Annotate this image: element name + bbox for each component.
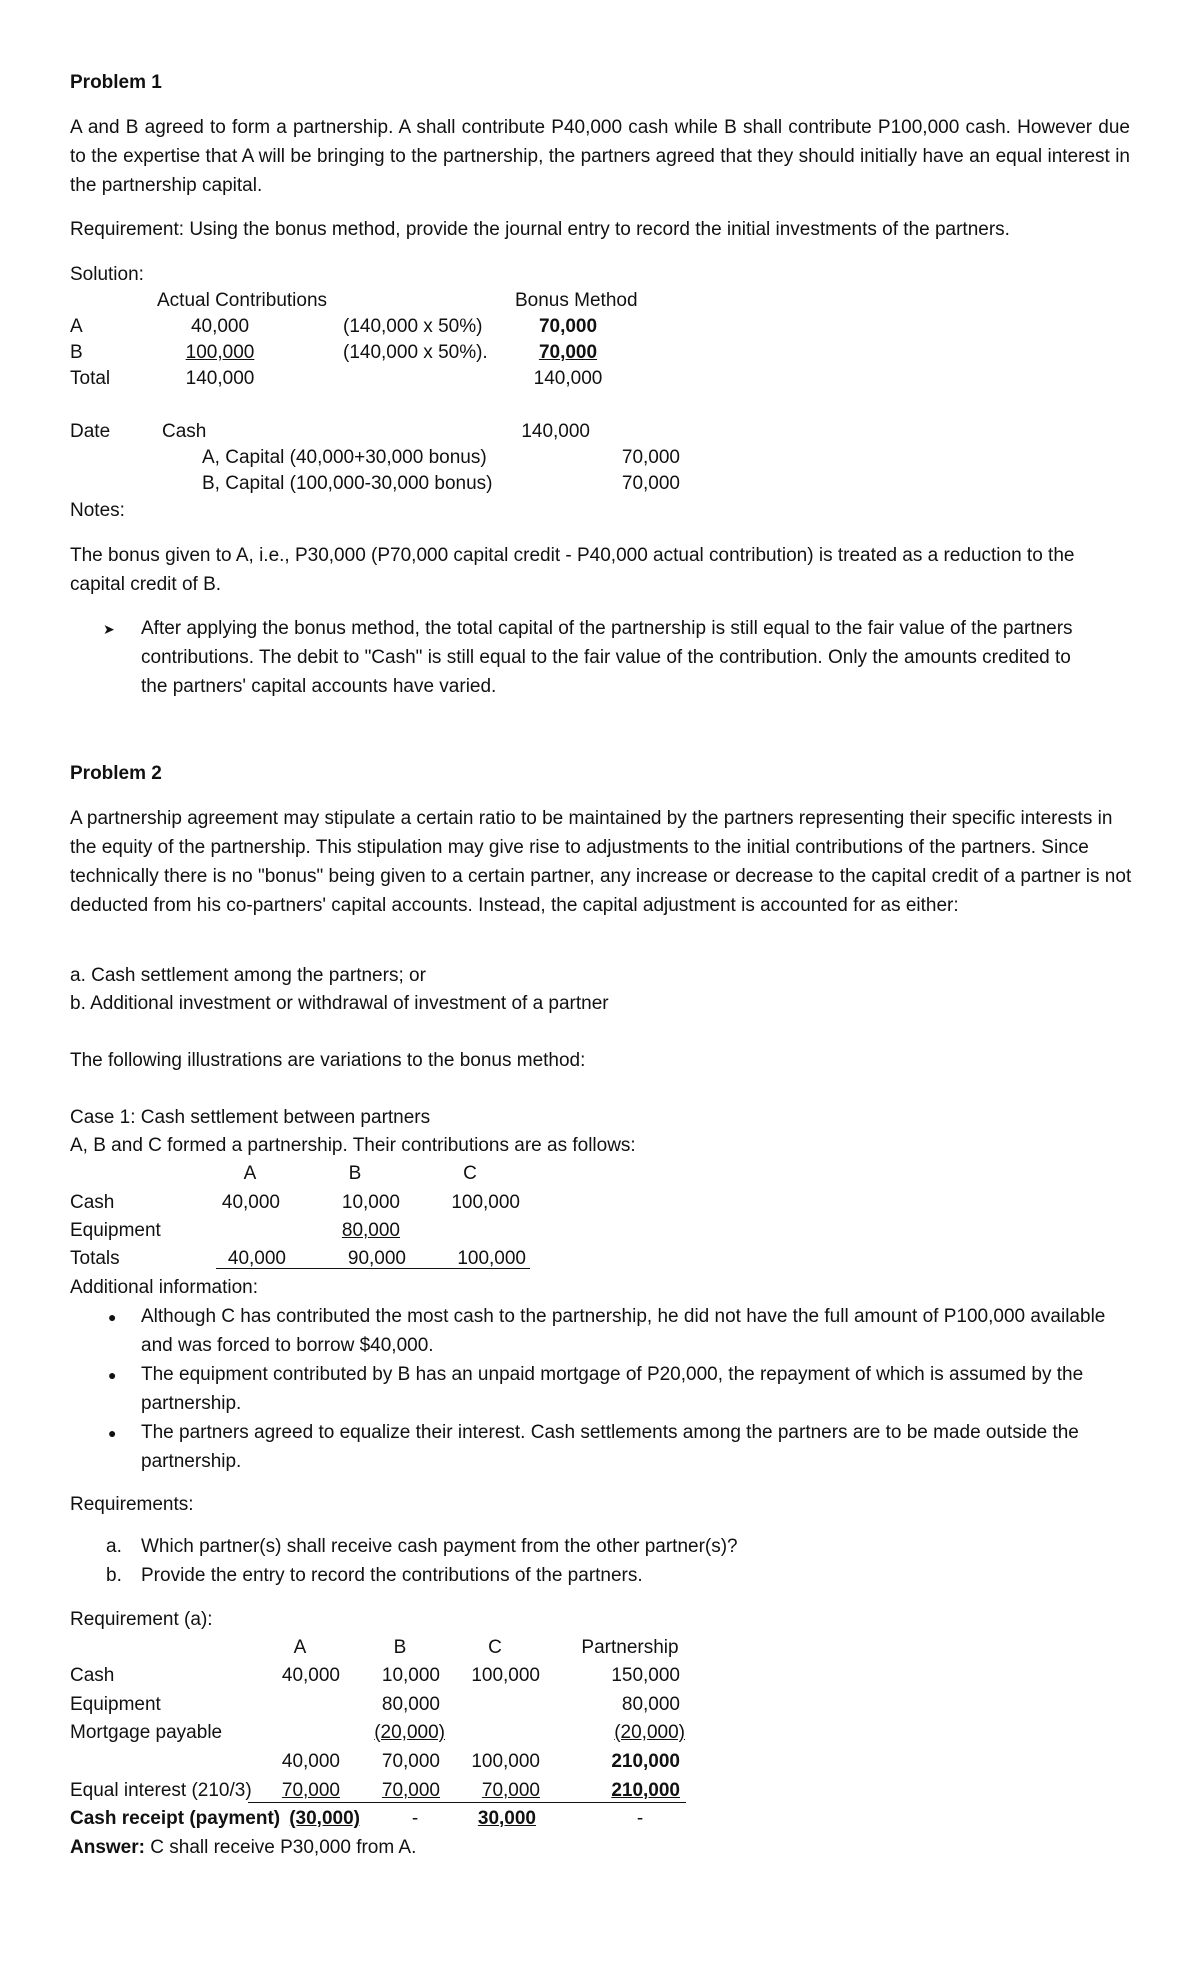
variations-intro: The following illustrations are variations to the bonus method: <box>70 1050 586 1071</box>
bonus-a: 70,000 <box>538 316 598 337</box>
requirement-b-text: Provide the entry to record the contributions of the partners. <box>141 1565 643 1586</box>
additional-item-3: The partners agreed to equalize their interest. Cash settlements among the partners are to be made outside the partnership. <box>141 1422 1079 1472</box>
additional-info-label: Additional information: <box>70 1277 258 1298</box>
additional-item-1: Although C has contributed the most cash to the partnership, he did not have the full amount of P100,000 available and was forced to borrow $40,000. <box>141 1306 1106 1356</box>
option-a: a. Cash settlement among the partners; or <box>70 965 426 986</box>
req-mortgage-b: (20,000) <box>374 1722 445 1743</box>
contrib-row-equipment-label: Equipment <box>70 1220 161 1241</box>
actual-b: 100,000 <box>185 342 255 363</box>
req-row-equipment-label: Equipment <box>70 1694 161 1715</box>
req-receipt-p: - <box>636 1808 644 1829</box>
req-cash-c: 100,000 <box>471 1665 540 1686</box>
contrib-row-totals-label: Totals <box>70 1248 120 1269</box>
req-subtotal-p: 210,000 <box>611 1751 680 1772</box>
journal-credit-b-account: B, Capital (100,000-30,000 bonus) <box>202 473 493 494</box>
contrib-totals-a: 40,000 <box>227 1248 286 1269</box>
req-subtotal-c: 100,000 <box>471 1751 540 1772</box>
calc-b: (140,000 x 50%). <box>343 342 488 363</box>
req-header-partnership: Partnership <box>581 1637 679 1658</box>
row-label-a: A <box>70 316 83 337</box>
req-header-c: C <box>488 1637 502 1658</box>
req-receipt-b: - <box>411 1808 419 1829</box>
requirement-b-letter: b. <box>106 1565 122 1586</box>
bonus-total: 140,000 <box>533 368 603 389</box>
problem-2-intro: A partnership agreement may stipulate a certain ratio to be maintained by the partners representing their specific interests in the equity of the partnership. This stipulation may give rise to adjustments to the initial contributions of the partners. Since technically there is no "bonus" being given to a certain partner, any increase or decrease to the capital credit of a partner is not deducted from his co-partners' capital accounts. Instead, the capital adjustment is accounted for as either: <box>70 808 1132 916</box>
option-b: b. Additional investment or withdrawal of investment of a partner <box>70 993 609 1014</box>
req-receipt-c: 30,000 <box>477 1808 536 1829</box>
journal-date-label: Date <box>70 421 111 442</box>
requirement-a-text: Which partner(s) shall receive cash payment from the other partner(s)? <box>141 1536 738 1557</box>
answer-line <box>70 1834 416 1862</box>
contrib-totals-rule <box>216 1268 530 1269</box>
contrib-header-c: C <box>463 1163 477 1184</box>
req-subtotal-a: 40,000 <box>281 1751 340 1772</box>
requirement-a-label: Requirement (a): <box>70 1609 213 1630</box>
row-label-total: Total <box>70 368 111 389</box>
contrib-cash-c: 100,000 <box>451 1192 520 1213</box>
req-header-a: A <box>293 1637 307 1658</box>
notes-label: Notes: <box>70 500 125 521</box>
contrib-row-cash-label: Cash <box>70 1192 115 1213</box>
bullet-dot-icon: ● <box>108 1367 117 1383</box>
problem-1-requirement: Requirement: Using the bonus method, provide the journal entry to record the initial investments of the partners. <box>70 219 1010 240</box>
req-equipment-b: 80,000 <box>381 1694 440 1715</box>
actual-total: 140,000 <box>185 368 255 389</box>
req-cash-p: 150,000 <box>611 1665 680 1686</box>
contrib-header-b: B <box>348 1163 362 1184</box>
req-equal-a: 70,000 <box>281 1780 340 1801</box>
contrib-cash-b: 10,000 <box>341 1192 400 1213</box>
req-row-cash-receipt-label: Cash receipt (payment) <box>70 1808 281 1829</box>
col-actual-contributions: Actual Contributions <box>157 290 328 311</box>
notes-text: The bonus given to A, i.e., P30,000 (P70,000 capital credit - P40,000 actual contribution) is treated as a reduction to the capital credit of B. <box>70 545 1075 595</box>
journal-credit-a-amount: 70,000 <box>621 447 680 468</box>
col-bonus-method: Bonus Method <box>515 290 638 311</box>
req-subtotal-b: 70,000 <box>381 1751 440 1772</box>
problem-1-heading: Problem 1 <box>70 72 162 93</box>
bullet-dot-icon: ● <box>108 1309 117 1325</box>
req-mortgage-p: (20,000) <box>614 1722 685 1743</box>
equal-interest-rule <box>248 1802 686 1803</box>
journal-debit-account: Cash <box>162 421 207 442</box>
req-equal-p: 210,000 <box>611 1780 680 1801</box>
journal-debit-amount: 140,000 <box>521 421 590 442</box>
notes-bullet-text: After applying the bonus method, the total capital of the partnership is still equal to the fair value of the partners contributions. The debit to "Cash" is still equal to the fair value of the contribution. Only the amounts credited to the partners' capital accounts have varied. <box>141 618 1073 697</box>
journal-credit-a-account: A, Capital (40,000+30,000 bonus) <box>202 447 487 468</box>
bonus-b: 70,000 <box>538 342 598 363</box>
req-receipt-a: (30,000) <box>289 1808 360 1829</box>
req-equipment-p: 80,000 <box>621 1694 680 1715</box>
actual-a: 40,000 <box>190 316 250 337</box>
arrow-bullet-icon: ➤ <box>103 621 115 637</box>
journal-credit-b-amount: 70,000 <box>621 473 680 494</box>
calc-a: (140,000 x 50%) <box>343 316 483 337</box>
bullet-dot-icon: ● <box>108 1425 117 1441</box>
req-row-cash-label: Cash <box>70 1665 115 1686</box>
solution-label: Solution: <box>70 264 144 285</box>
req-cash-a: 40,000 <box>281 1665 340 1686</box>
problem-2-heading: Problem 2 <box>70 763 162 784</box>
contrib-header-a: A <box>243 1163 257 1184</box>
requirement-a-letter: a. <box>106 1536 122 1557</box>
case-1-intro: A, B and C formed a partnership. Their contributions are as follows: <box>70 1135 636 1156</box>
additional-item-2: The equipment contributed by B has an unpaid mortgage of P20,000, the repayment of which is assumed by the partnership. <box>141 1364 1084 1414</box>
contrib-totals-b: 90,000 <box>347 1248 406 1269</box>
req-row-equal-interest-label: Equal interest (210/3) <box>70 1780 252 1801</box>
req-cash-b: 10,000 <box>381 1665 440 1686</box>
req-equal-c: 70,000 <box>481 1780 540 1801</box>
contrib-totals-c: 100,000 <box>457 1248 526 1269</box>
problem-1-intro: A and B agreed to form a partnership. A shall contribute P40,000 cash while B shall contribute P100,000 cash. However due to the expertise that A will be bringing to the partnership, the partners agreed that they should initially have an equal interest in the partnership capital. <box>70 117 1130 196</box>
req-header-b: B <box>393 1637 407 1658</box>
contrib-cash-a: 40,000 <box>221 1192 280 1213</box>
req-equal-b: 70,000 <box>381 1780 440 1801</box>
answer-label: Answer: <box>70 1837 145 1858</box>
req-row-mortgage-label: Mortgage payable <box>70 1722 223 1743</box>
case-1-title: Case 1: Cash settlement between partners <box>70 1107 431 1128</box>
row-label-b: B <box>70 342 83 363</box>
contrib-equipment-b: 80,000 <box>341 1220 400 1241</box>
requirements-label: Requirements: <box>70 1494 194 1515</box>
answer-text: C shall receive P30,000 from A. <box>144 1837 417 1858</box>
